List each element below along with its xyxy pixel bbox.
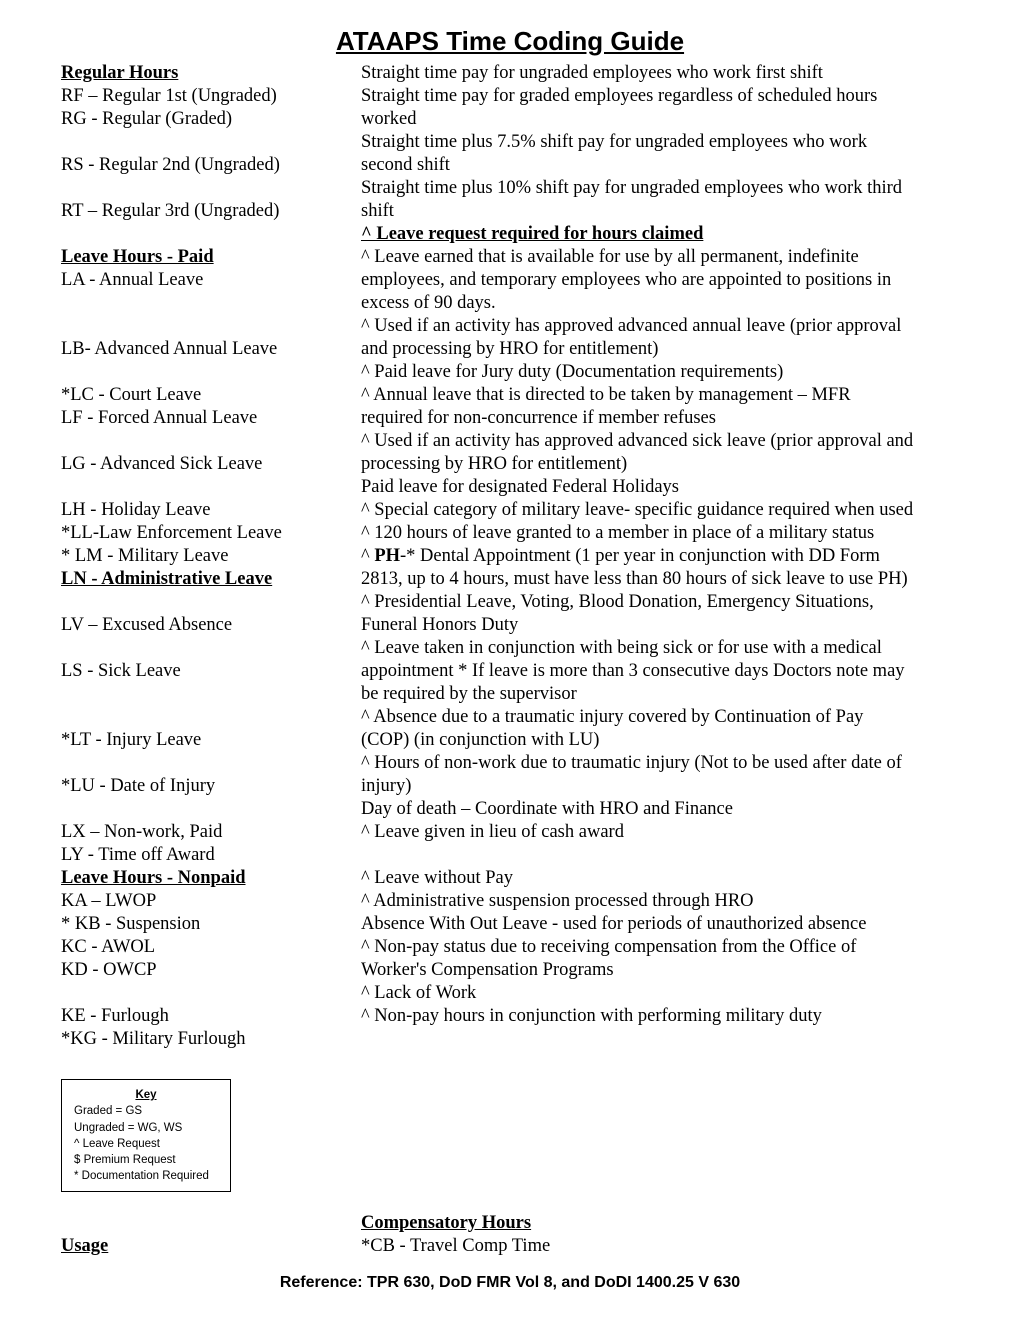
- desc-line: ^ Paid leave for Jury duty (Documentation requirements): [361, 362, 784, 382]
- desc-line: ^ Leave earned that is available for use by all permanent, indefinite: [361, 247, 859, 267]
- desc-line: Paid leave for designated Federal Holidays: [361, 477, 679, 497]
- desc-line: ^ Absence due to a traumatic injury covered by Continuation of Pay: [361, 707, 864, 727]
- code-ka: KA – LWOP: [61, 891, 157, 911]
- section-leave-paid: Leave Hours - Paid: [61, 247, 214, 267]
- desc-ph-code: PH: [374, 546, 401, 566]
- desc-ph-prefix: ^: [361, 546, 375, 566]
- page-title: ATAAPS Time Coding Guide: [335, 26, 685, 56]
- code-lc: *LC - Court Leave: [61, 385, 202, 405]
- desc-line: Worker's Compensation Programs: [361, 960, 614, 980]
- desc-line: appointment * If leave is more than 3 consecutive days Doctors note may: [361, 661, 905, 681]
- code-kc: KC - AWOL: [61, 937, 156, 957]
- desc-line: shift: [361, 201, 394, 221]
- desc-line: Straight time pay for graded employees regardless of scheduled hours: [361, 86, 878, 106]
- reference-footer: Reference: TPR 630, DoD FMR Vol 8, and DoDI 1400.25 V 630: [279, 1274, 741, 1291]
- code-lu: *LU - Date of Injury: [61, 776, 216, 796]
- desc-line: ^ Non-pay status due to receiving compensation from the Office of: [361, 937, 857, 957]
- code-lx: LX – Non-work, Paid: [61, 822, 223, 842]
- desc-line: be required by the supervisor: [361, 684, 577, 704]
- desc-line: ^ Lack of Work: [361, 983, 477, 1003]
- leave-request-note: ^ Leave request required for hours claimed: [361, 224, 704, 244]
- desc-line: ^ Used if an activity has approved advanced sick leave (prior approval and: [361, 431, 914, 451]
- section-regular-hours: Regular Hours: [61, 63, 179, 83]
- section-usage: Usage: [61, 1236, 109, 1256]
- desc-line: Straight time pay for ungraded employees who work first shift: [361, 63, 823, 83]
- code-lg: LG - Advanced Sick Leave: [61, 454, 263, 474]
- desc-line: (COP) (in conjunction with LU): [361, 730, 600, 750]
- desc-line: ^ Used if an activity has approved advanced annual leave (prior approval: [361, 316, 902, 336]
- desc-line: ^ Annual leave that is directed to be taken by management – MFR: [361, 385, 851, 405]
- code-rg: RG - Regular (Graded): [61, 109, 233, 129]
- key-legend: [61, 1079, 231, 1192]
- code-ll: *LL-Law Enforcement Leave: [61, 523, 282, 543]
- key-item: * Documentation Required: [74, 1170, 209, 1183]
- desc-line: second shift: [361, 155, 450, 175]
- key-item: Ungraded = WG, WS: [74, 1121, 183, 1134]
- desc-line: ^ Leave taken in conjunction with being sick or for use with a medical: [361, 638, 882, 658]
- section-leave-nonpaid: Leave Hours - Nonpaid: [61, 868, 246, 888]
- desc-ph-text: -* Dental Appointment (1 per year in conjunction with DD Form: [400, 546, 880, 566]
- code-ls: LS - Sick Leave: [61, 661, 181, 681]
- section-compensatory-hours: Compensatory Hours: [361, 1213, 532, 1233]
- desc-line: ^ Presidential Leave, Voting, Blood Donation, Emergency Situations,: [361, 592, 874, 612]
- code-la: LA - Annual Leave: [61, 270, 204, 290]
- desc-line: ^ Non-pay hours in conjunction with performing military duty: [361, 1006, 822, 1026]
- desc-line: ^ Hours of non-work due to traumatic injury (Not to be used after date of: [361, 753, 902, 773]
- code-lf: LF - Forced Annual Leave: [61, 408, 258, 428]
- desc-line: injury): [361, 776, 412, 796]
- code-lb: LB- Advanced Annual Leave: [61, 339, 278, 359]
- code-lv: LV – Excused Absence: [61, 615, 233, 635]
- desc-line: required for non-concurrence if member refuses: [361, 408, 716, 428]
- code-rt: RT – Regular 3rd (Ungraded): [61, 201, 280, 221]
- code-cb: *CB - Travel Comp Time: [361, 1236, 551, 1256]
- desc-line: processing by HRO for entitlement): [361, 454, 628, 474]
- desc-line: 2813, up to 4 hours, must have less than 80 hours of sick leave to use PH): [361, 569, 908, 589]
- key-item: $ Premium Request: [74, 1154, 176, 1167]
- desc-line: Funeral Honors Duty: [361, 615, 519, 635]
- desc-line: ^ Special category of military leave- specific guidance required when used: [361, 500, 914, 520]
- code-lm: * LM - Military Leave: [61, 546, 229, 566]
- key-title: Key: [135, 1089, 157, 1101]
- desc-line-ph: [361, 545, 880, 568]
- code-kb: * KB - Suspension: [61, 914, 201, 934]
- code-ke: KE - Furlough: [61, 1006, 169, 1026]
- key-item: Graded = GS: [74, 1105, 143, 1118]
- desc-line: Straight time plus 10% shift pay for ungraded employees who work third: [361, 178, 903, 198]
- code-kd: KD - OWCP: [61, 960, 157, 980]
- desc-line: ^ 120 hours of leave granted to a member in place of a military status: [361, 523, 875, 543]
- desc-line: employees, and temporary employees who are appointed to positions in: [361, 270, 892, 290]
- desc-line: worked: [361, 109, 417, 129]
- code-rf: RF – Regular 1st (Ungraded): [61, 86, 277, 106]
- code-rs: RS - Regular 2nd (Ungraded): [61, 155, 280, 175]
- desc-line: ^ Administrative suspension processed through HRO: [361, 891, 754, 911]
- code-ly: LY - Time off Award: [61, 845, 215, 865]
- desc-line: Absence With Out Leave - used for periods of unauthorized absence: [361, 914, 867, 934]
- key-item: ^ Leave Request: [74, 1137, 160, 1150]
- code-lh: LH - Holiday Leave: [61, 500, 211, 520]
- desc-line: and processing by HRO for entitlement): [361, 339, 659, 359]
- desc-line: Straight time plus 7.5% shift pay for ungraded employees who work: [361, 132, 868, 152]
- desc-line: ^ Leave without Pay: [361, 868, 514, 888]
- desc-line: ^ Leave given in lieu of cash award: [361, 822, 624, 842]
- code-lt: *LT - Injury Leave: [61, 730, 202, 750]
- desc-line: Day of death – Coordinate with HRO and Finance: [361, 799, 733, 819]
- desc-line: excess of 90 days.: [361, 293, 496, 313]
- code-ln: LN - Administrative Leave: [61, 569, 273, 589]
- code-kg: *KG - Military Furlough: [61, 1029, 246, 1049]
